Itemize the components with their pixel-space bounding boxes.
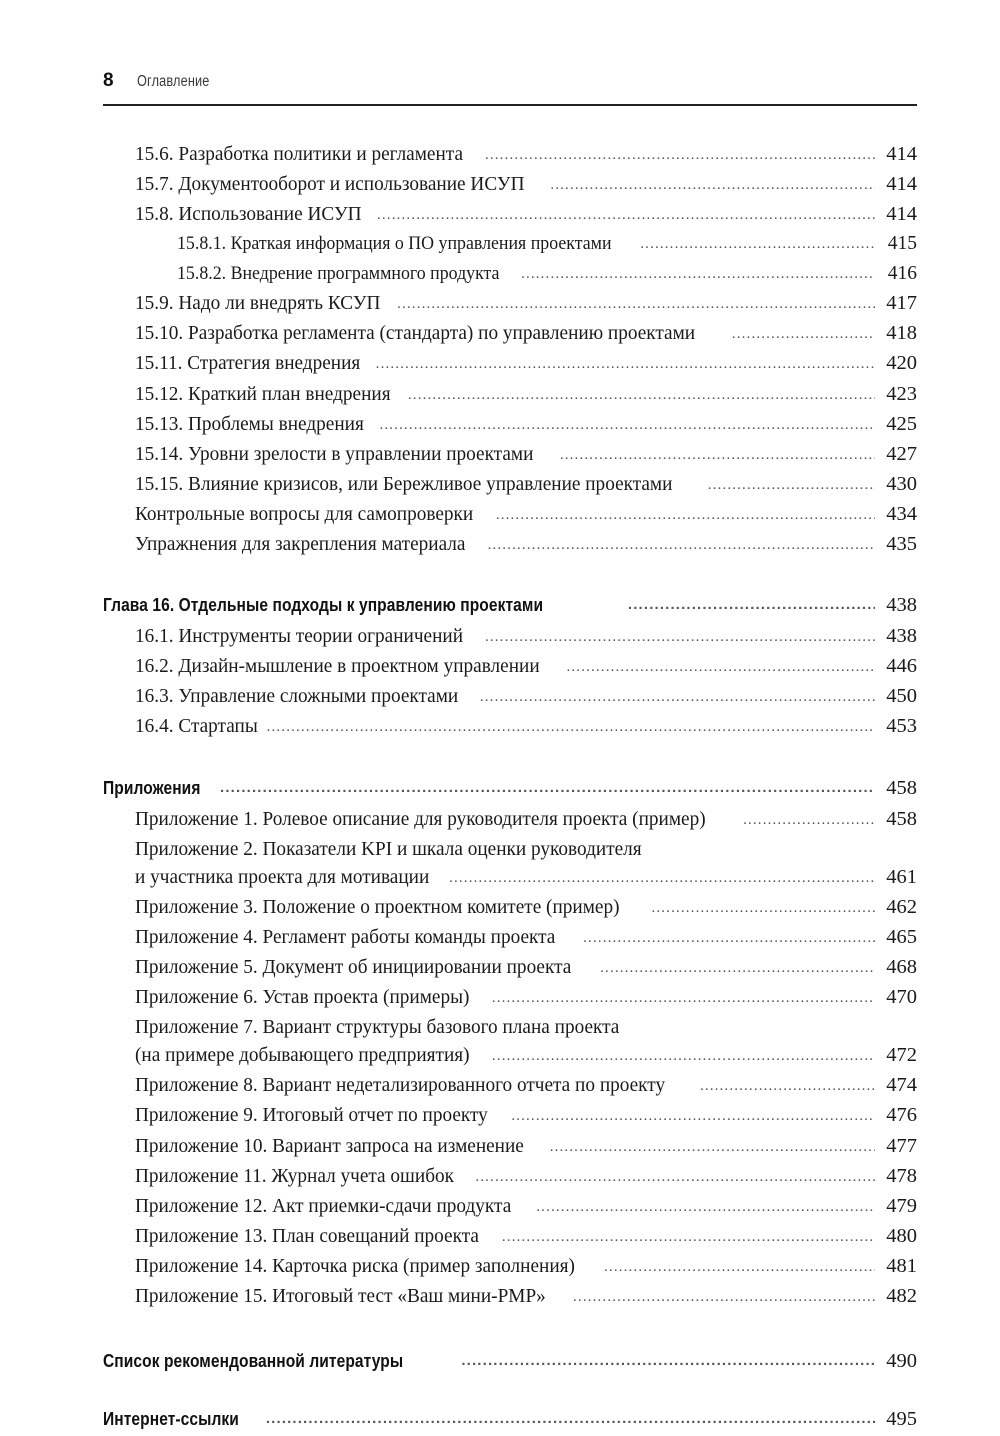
dot-leader bbox=[550, 1131, 875, 1161]
toc-page-number: 414 bbox=[886, 203, 917, 226]
dot-leader bbox=[567, 651, 876, 681]
toc-entry-label: 15.9. Надо ли внедрять КСУП bbox=[135, 292, 381, 315]
toc-entry-label: Приложение 14. Карточка риска (пример заполнения) bbox=[135, 1254, 575, 1277]
toc-entry-label: 15.15. Влияние кризисов, или Бережливое управление проектами bbox=[135, 472, 673, 495]
toc-page-number: 415 bbox=[887, 233, 917, 255]
running-head bbox=[103, 70, 917, 100]
toc-entry-row[interactable] bbox=[103, 1013, 917, 1041]
dot-leader bbox=[732, 318, 875, 348]
toc-page-number: 435 bbox=[886, 533, 917, 556]
toc-entry-row[interactable] bbox=[103, 923, 917, 953]
toc-entry-label: 16.1. Инструменты теории ограничений bbox=[135, 625, 464, 648]
toc-page-number: 472 bbox=[886, 1044, 917, 1067]
toc-heading-label: Интернет-ссылки bbox=[103, 1408, 239, 1430]
toc-entry-row[interactable] bbox=[103, 1071, 917, 1101]
section-spacer bbox=[103, 560, 917, 590]
toc-entry-label: Приложение 12. Акт приемки-сдачи продукта bbox=[135, 1194, 512, 1217]
toc-page-number: 453 bbox=[886, 715, 917, 738]
dot-leader bbox=[475, 1161, 875, 1191]
toc-entry-row[interactable] bbox=[103, 140, 917, 170]
toc-entry-label: 15.6. Разработка политики и регламента bbox=[135, 143, 464, 165]
toc-entry-label: 15.7. Документооборот и использование ИСУП bbox=[135, 173, 525, 196]
toc-page-number: 478 bbox=[886, 1164, 917, 1187]
toc-entry-row[interactable] bbox=[103, 349, 917, 379]
toc-entry-row[interactable] bbox=[103, 380, 917, 410]
toc-page-number: 417 bbox=[886, 292, 917, 315]
toc-heading-label: Глава 16. Отдельные подходы к управлению проектами bbox=[103, 594, 544, 616]
dot-leader bbox=[220, 771, 875, 803]
toc-page-number: 462 bbox=[886, 895, 917, 918]
toc-entry-row[interactable] bbox=[103, 805, 917, 835]
toc-entry-label: Приложение 8. Вариант недетализированного отчета по проекту bbox=[135, 1074, 666, 1097]
toc-entry-label: 15.11. Стратегия внедрения bbox=[135, 352, 361, 375]
toc-page-number: 425 bbox=[886, 412, 917, 435]
dot-leader bbox=[485, 621, 875, 651]
dot-leader bbox=[743, 804, 875, 834]
toc-entry-label: и участника проекта для мотивации bbox=[135, 865, 430, 888]
toc-page-number: 490 bbox=[886, 1350, 917, 1373]
toc-entry-label: 16.4. Стартапы bbox=[135, 715, 258, 738]
toc-entry-row[interactable] bbox=[103, 1222, 917, 1252]
toc-entry-label: Упражнения для закрепления материала bbox=[135, 533, 466, 556]
toc-heading-row[interactable] bbox=[103, 773, 917, 805]
toc-entry-label: Приложение 1. Ролевое описание для руководителя проекта (пример) bbox=[135, 807, 706, 830]
toc-heading-label: Приложения bbox=[103, 776, 201, 798]
section-spacer bbox=[103, 1312, 917, 1346]
toc-entry-row[interactable] bbox=[103, 319, 917, 349]
toc-entry-row[interactable] bbox=[103, 622, 917, 652]
toc-entry-row[interactable] bbox=[103, 983, 917, 1013]
dot-leader bbox=[496, 499, 875, 529]
toc-entry-row[interactable] bbox=[103, 1132, 917, 1162]
toc-page-number: 481 bbox=[886, 1254, 917, 1277]
dot-leader bbox=[708, 469, 875, 499]
toc-page-number: 479 bbox=[886, 1194, 917, 1217]
table-of-contents bbox=[103, 140, 917, 1436]
page-folio: 8 bbox=[103, 70, 114, 91]
toc-page-number: 427 bbox=[886, 442, 917, 465]
toc-heading-row[interactable] bbox=[103, 1404, 917, 1436]
dot-leader bbox=[550, 169, 875, 199]
toc-entry-row[interactable] bbox=[103, 530, 917, 560]
toc-entry-row[interactable] bbox=[103, 260, 917, 290]
toc-entry-label: 15.13. Проблемы внедрения bbox=[135, 412, 364, 435]
toc-entry-label: (на примере добывающего предприятия) bbox=[135, 1044, 470, 1067]
toc-entry-label: Приложение 9. Итоговый отчет по проекту bbox=[135, 1104, 488, 1127]
dot-leader bbox=[397, 288, 875, 318]
dot-leader bbox=[488, 529, 875, 559]
toc-entry-label: 16.2. Дизайн-мышление в проектном управлении bbox=[135, 655, 540, 678]
toc-page-number: 434 bbox=[886, 502, 917, 525]
toc-entry-label: Приложение 3. Положение о проектном комитете (пример) bbox=[135, 895, 620, 918]
toc-entry-row[interactable] bbox=[103, 500, 917, 530]
dot-leader bbox=[492, 982, 875, 1012]
toc-entry-row[interactable] bbox=[103, 682, 917, 712]
toc-page-number: 495 bbox=[886, 1408, 917, 1431]
dot-leader bbox=[651, 892, 875, 922]
toc-page-number: 423 bbox=[886, 382, 917, 405]
toc-entry-row[interactable] bbox=[103, 835, 917, 863]
toc-page-number: 465 bbox=[886, 925, 917, 948]
toc-entry-label: 15.8. Использование ИСУП bbox=[135, 203, 362, 226]
dot-leader bbox=[583, 922, 875, 952]
toc-entry-row[interactable] bbox=[103, 1041, 917, 1071]
toc-entry-label: Приложение 5. Документ об инициировании проекта bbox=[135, 955, 572, 978]
dot-leader bbox=[267, 711, 875, 741]
toc-page-number: 480 bbox=[886, 1224, 917, 1247]
toc-entry-row[interactable] bbox=[103, 1252, 917, 1282]
toc-page-number: 416 bbox=[887, 262, 917, 284]
running-head-title: Оглавление bbox=[137, 73, 210, 90]
section-spacer bbox=[103, 1378, 917, 1404]
toc-entry-row[interactable] bbox=[103, 200, 917, 230]
toc-entry-label: Контрольные вопросы для самопроверки bbox=[135, 502, 474, 525]
toc-entry-label: Приложение 13. План совещаний проекта bbox=[135, 1224, 479, 1247]
toc-entry-row[interactable] bbox=[103, 1162, 917, 1192]
dot-leader bbox=[640, 229, 875, 259]
dot-leader bbox=[600, 952, 875, 982]
toc-page-number: 482 bbox=[886, 1285, 917, 1307]
toc-entry-label: 15.10. Разработка регламента (стандарта) по управлению проектами bbox=[135, 322, 696, 345]
toc-entry-label: Приложение 6. Устав проекта (примеры) bbox=[135, 986, 470, 1009]
dot-leader bbox=[408, 379, 875, 409]
dot-leader bbox=[449, 862, 875, 892]
toc-entry-row[interactable] bbox=[103, 440, 917, 470]
toc-entry-label: 15.8.1. Краткая информация о ПО управления проектами bbox=[177, 233, 612, 255]
toc-page-number: 450 bbox=[886, 685, 917, 708]
dot-leader bbox=[700, 1070, 875, 1100]
toc-page-number: 477 bbox=[886, 1134, 917, 1157]
toc-entry-label: Приложение 7. Вариант структуры базового плана проекта bbox=[135, 1016, 620, 1039]
dot-leader bbox=[480, 681, 875, 711]
dot-leader bbox=[511, 1100, 875, 1130]
toc-entry-label: 15.8.2. Внедрение программного продукта bbox=[177, 262, 500, 284]
toc-entry-label: 15.12. Краткий план внедрения bbox=[135, 382, 391, 405]
dot-leader bbox=[536, 1191, 875, 1221]
toc-page-number: 461 bbox=[886, 865, 917, 888]
toc-entry-row[interactable] bbox=[103, 712, 917, 742]
dot-leader bbox=[560, 439, 875, 469]
toc-page-number: 418 bbox=[886, 322, 917, 345]
toc-entry-row[interactable] bbox=[103, 1101, 917, 1131]
toc-heading-row[interactable] bbox=[103, 1346, 917, 1378]
dot-leader bbox=[461, 1344, 875, 1376]
toc-entry-row[interactable] bbox=[103, 893, 917, 923]
section-spacer bbox=[103, 743, 917, 773]
toc-entry-label: Приложение 4. Регламент работы команды проекта bbox=[135, 925, 556, 948]
toc-page-number: 430 bbox=[886, 472, 917, 495]
toc-entry-label: 15.14. Уровни зрелости в управлении проектами bbox=[135, 442, 534, 465]
dot-leader bbox=[379, 409, 875, 439]
toc-entry-row[interactable] bbox=[103, 953, 917, 983]
toc-entry-row[interactable] bbox=[103, 470, 917, 500]
dot-leader bbox=[492, 1040, 875, 1070]
toc-entry-row[interactable] bbox=[103, 1282, 917, 1312]
toc-entry-row[interactable] bbox=[103, 1192, 917, 1222]
dot-leader bbox=[521, 259, 875, 289]
toc-page-number: 476 bbox=[886, 1104, 917, 1127]
toc-entry-label: Приложение 11. Журнал учета ошибок bbox=[135, 1164, 454, 1187]
toc-entry-label: Приложение 10. Вариант запроса на изменение bbox=[135, 1134, 524, 1157]
toc-entry-label: Приложение 15. Итоговый тест «Ваш мини-PMP» bbox=[135, 1285, 546, 1307]
toc-page-number: 414 bbox=[886, 173, 917, 196]
toc-entry-label: Приложение 2. Показатели KPI и шкала оценки руководителя bbox=[135, 837, 642, 860]
toc-entry-row[interactable] bbox=[103, 410, 917, 440]
toc-page-number: 414 bbox=[886, 143, 917, 165]
dot-leader bbox=[573, 1281, 875, 1311]
toc-page-number: 446 bbox=[886, 655, 917, 678]
toc-entry-row[interactable] bbox=[103, 863, 917, 893]
toc-page-number: 420 bbox=[886, 352, 917, 375]
toc-entry-label: 16.3. Управление сложными проектами bbox=[135, 685, 459, 708]
toc-heading-label: Список рекомендованной литературы bbox=[103, 1350, 404, 1372]
toc-entry-row[interactable] bbox=[103, 230, 917, 260]
toc-entry-row[interactable] bbox=[103, 170, 917, 200]
toc-entry-row[interactable] bbox=[103, 652, 917, 682]
toc-page-number: 468 bbox=[886, 955, 917, 978]
dot-leader bbox=[628, 588, 875, 620]
toc-page-number: 458 bbox=[886, 807, 917, 830]
toc-entry-row[interactable] bbox=[103, 289, 917, 319]
toc-page-number: 438 bbox=[886, 594, 917, 617]
toc-page-number: 470 bbox=[886, 986, 917, 1009]
dot-leader bbox=[485, 139, 875, 169]
dot-leader bbox=[266, 1402, 875, 1434]
toc-page-number: 438 bbox=[886, 625, 917, 648]
dot-leader bbox=[376, 348, 875, 378]
toc-page-number: 458 bbox=[886, 776, 917, 799]
toc-page-number: 474 bbox=[886, 1074, 917, 1097]
toc-heading-row[interactable] bbox=[103, 590, 917, 622]
dot-leader bbox=[502, 1221, 875, 1251]
dot-leader bbox=[377, 199, 875, 229]
header-rule bbox=[103, 104, 917, 106]
dot-leader bbox=[604, 1251, 875, 1281]
